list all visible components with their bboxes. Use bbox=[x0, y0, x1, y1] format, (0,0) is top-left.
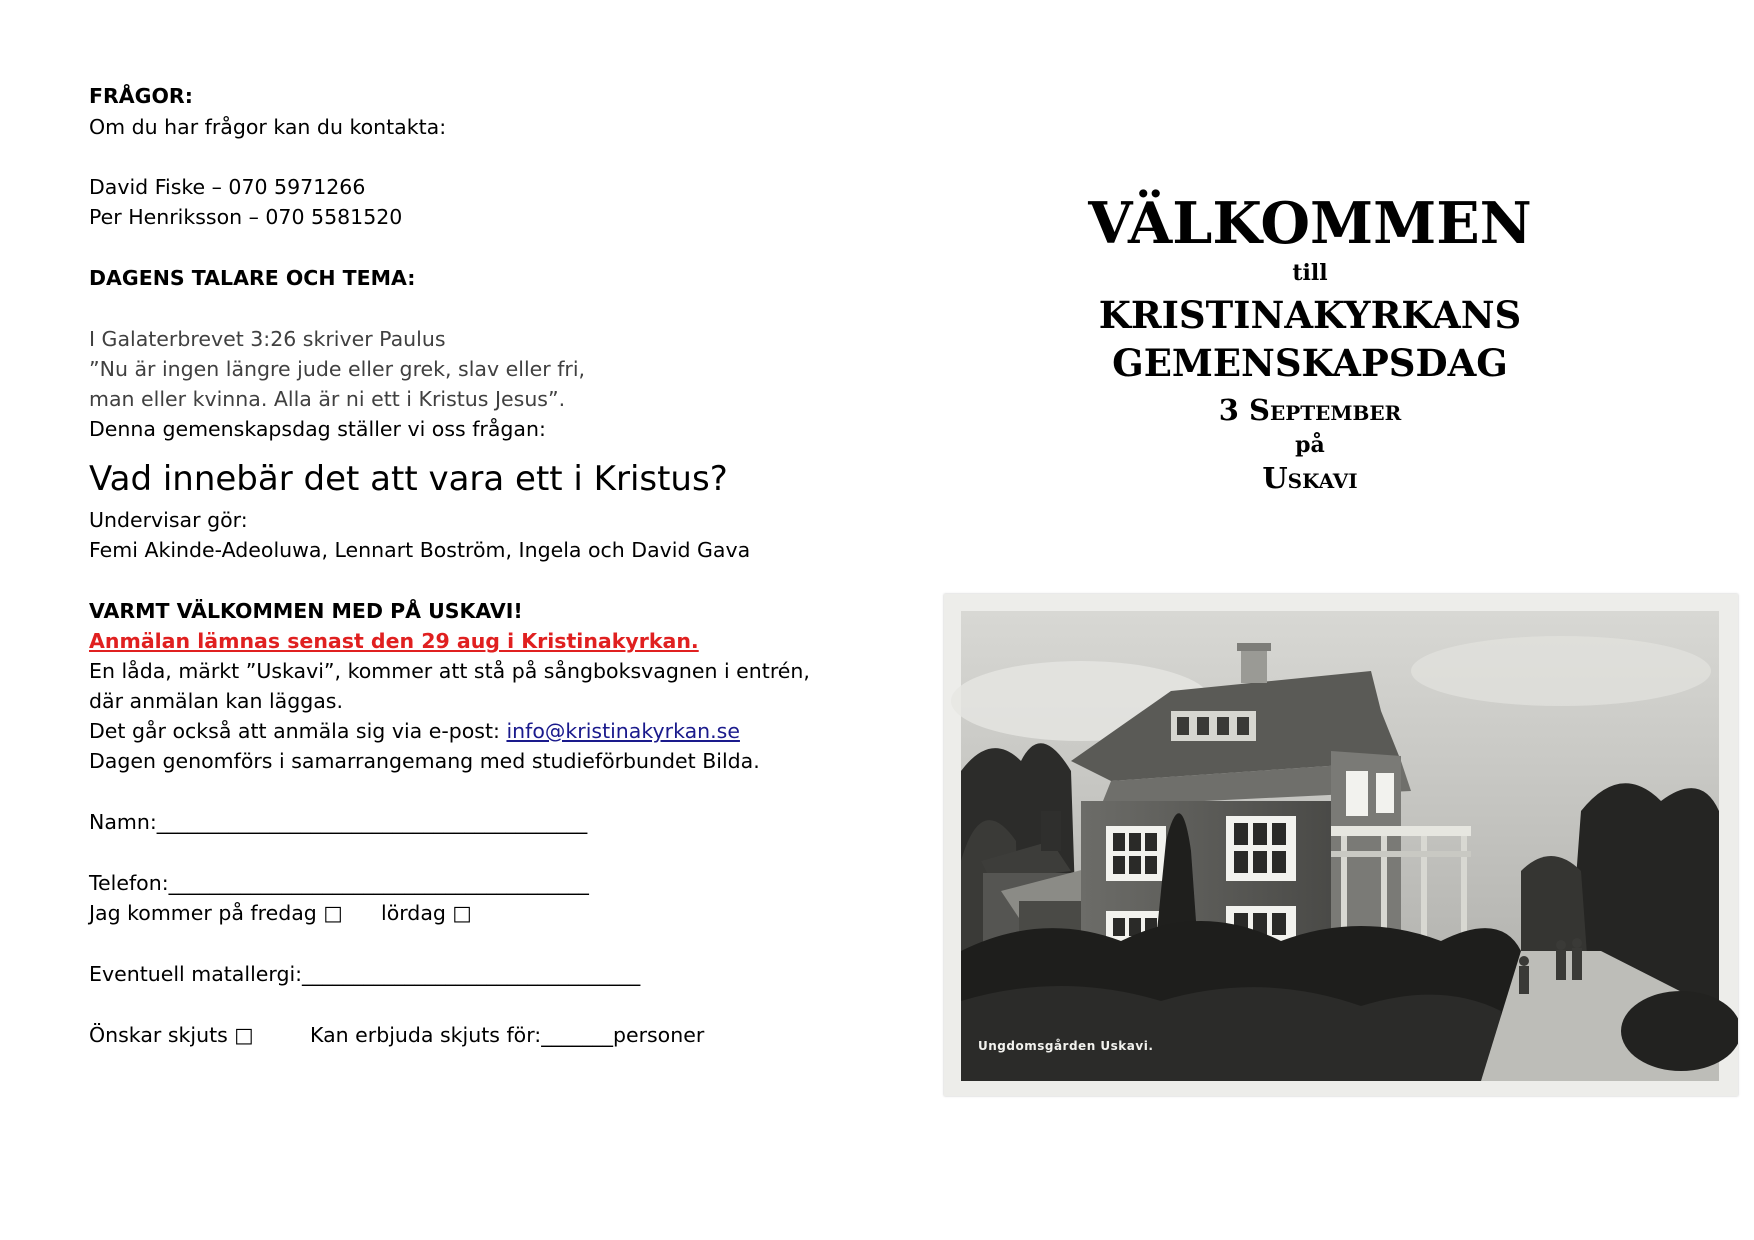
speakers-heading: DAGENS TALARE OCH TEMA: bbox=[89, 266, 416, 290]
teachers-label: Undervisar gör: bbox=[89, 508, 248, 532]
cover-place: Uskavi bbox=[1262, 461, 1358, 495]
email-link[interactable]: info@kristinakyrkan.se bbox=[506, 719, 740, 743]
questions-heading: FRÅGOR: bbox=[89, 84, 193, 108]
date-number: 3 bbox=[1218, 393, 1239, 427]
email-prefix: Det går också att anmäla sig via e-post: bbox=[89, 719, 507, 743]
house-photo-image bbox=[944, 594, 1738, 1096]
verse-line: ”Nu är ingen längre jude eller grek, slav eller fri, bbox=[89, 357, 586, 381]
ride-offer-field[interactable]: Kan erbjuda skjuts för:_______personer bbox=[310, 1023, 705, 1047]
box-info: En låda, märkt ”Uskavi”, kommer att stå på sångboksvagnen i entrén, bbox=[89, 659, 810, 683]
contact-line: David Fiske – 070 5971266 bbox=[89, 175, 366, 199]
uskavi-photo bbox=[944, 594, 1738, 1096]
cover-date bbox=[1000, 393, 1620, 427]
cover-church: KRISTINAKYRKANS bbox=[1098, 293, 1522, 337]
saturday-checkbox[interactable]: lördag □ bbox=[381, 901, 472, 925]
verse-line: man eller kvinna. Alla är ni ett i Kristus Jesus”. bbox=[89, 387, 566, 411]
cover-till: till bbox=[1292, 260, 1328, 286]
deadline-notice: Anmälan lämnas senast den 29 aug i Kristinakyrkan. bbox=[89, 629, 699, 653]
theme-question: Vad innebär det att vara ett i Kristus? bbox=[89, 459, 728, 499]
allergy-field[interactable]: Eventuell matallergi:_________________________________ bbox=[89, 962, 641, 986]
question-intro: Denna gemenskapsdag ställer vi oss frågan: bbox=[89, 417, 546, 441]
email-line bbox=[89, 721, 740, 742]
ride-wish-checkbox[interactable]: Önskar skjuts □ bbox=[89, 1023, 254, 1047]
name-field[interactable]: Namn:__________________________________________ bbox=[89, 810, 588, 834]
box-info: där anmälan kan läggas. bbox=[89, 689, 343, 713]
cover-welcome: VÄLKOMMEN bbox=[1088, 190, 1532, 257]
teachers-names: Femi Akinde-Adeoluwa, Lennart Boström, Ingela och David Gava bbox=[89, 538, 751, 562]
questions-intro: Om du har frågor kan du kontakta: bbox=[89, 115, 447, 139]
welcome-uskavi: VARMT VÄLKOMMEN MED PÅ USKAVI! bbox=[89, 599, 523, 623]
phone-field[interactable]: Telefon:_________________________________________ bbox=[89, 871, 589, 895]
verse-line: I Galaterbrevet 3:26 skriver Paulus bbox=[89, 327, 446, 351]
cover-event: GEMENSKAPSDAG bbox=[1112, 341, 1508, 385]
date-month: September bbox=[1249, 393, 1402, 427]
partner-info: Dagen genomförs i samarrangemang med studieförbundet Bilda. bbox=[89, 749, 760, 773]
friday-checkbox[interactable]: Jag kommer på fredag □ bbox=[89, 901, 343, 925]
cover-pa: på bbox=[1295, 432, 1325, 458]
photo-caption: Ungdomsgården Uskavi. bbox=[978, 1039, 1154, 1053]
contact-line: Per Henriksson – 070 5581520 bbox=[89, 205, 403, 229]
